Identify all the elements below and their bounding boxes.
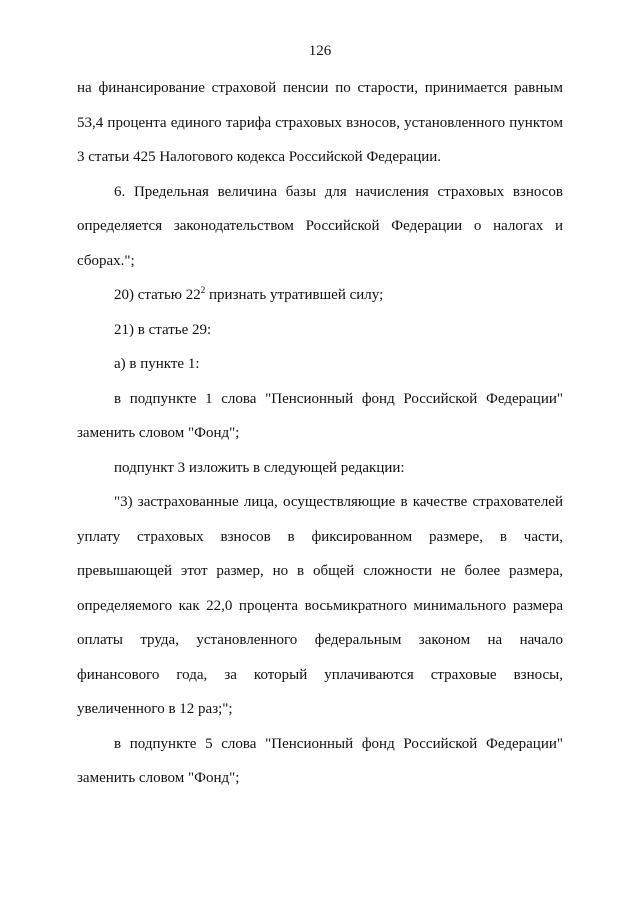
text-line-3: 3 статьи 425 Налогового кодекса Российской Федерации.	[77, 149, 442, 165]
text-line-7-end: признать утратившей силу;	[205, 287, 384, 303]
text-line-17: оплаты труда, установленного федеральным законом на начало	[77, 632, 563, 648]
text-line-2: 53,4 процента единого тарифа страховых взносов, установленного пунктом	[77, 115, 563, 131]
text-line-8: 21) в статье 29:	[114, 322, 212, 338]
text-line-5: определяется законодательством Российской Федерации о налогах и	[77, 218, 563, 234]
page-number: 126	[308, 43, 332, 59]
text-line-7	[114, 286, 563, 304]
text-line-1: на финансирование страховой пенсии по старости, принимается равным	[77, 80, 563, 96]
text-line-15: превышающей этот размер, но в общей сложности не более размера,	[77, 563, 563, 579]
text-line-12: подпункт 3 изложить в следующей редакции:	[114, 460, 405, 476]
text-line-11: заменить словом "Фонд";	[77, 425, 240, 441]
text-line-18: финансового года, за который уплачиваются страховые взносы,	[77, 667, 563, 683]
text-line-10: в подпункте 1 слова "Пенсионный фонд Российской Федерации"	[114, 391, 563, 407]
text-line-20: в подпункте 5 слова "Пенсионный фонд Российской Федерации"	[114, 736, 563, 752]
text-line-16: определяемого как 22,0 процента восьмикратного минимального размера	[77, 598, 563, 614]
text-line-7-start: 20) статью 22	[114, 287, 201, 303]
text-line-6: сборах.";	[77, 253, 135, 269]
superscript-2: 2	[200, 285, 206, 295]
text-line-14: уплату страховых взносов в фиксированном размере, в части,	[77, 529, 563, 545]
text-line-9: а) в пункте 1:	[114, 356, 200, 372]
text-line-4: 6. Предельная величина базы для начисления страховых взносов	[114, 184, 563, 200]
text-line-19: увеличенного в 12 раз;";	[77, 701, 233, 717]
text-line-21: заменить словом "Фонд";	[77, 770, 240, 786]
text-line-13: "3) застрахованные лица, осуществляющие в качестве страхователей	[114, 494, 563, 510]
